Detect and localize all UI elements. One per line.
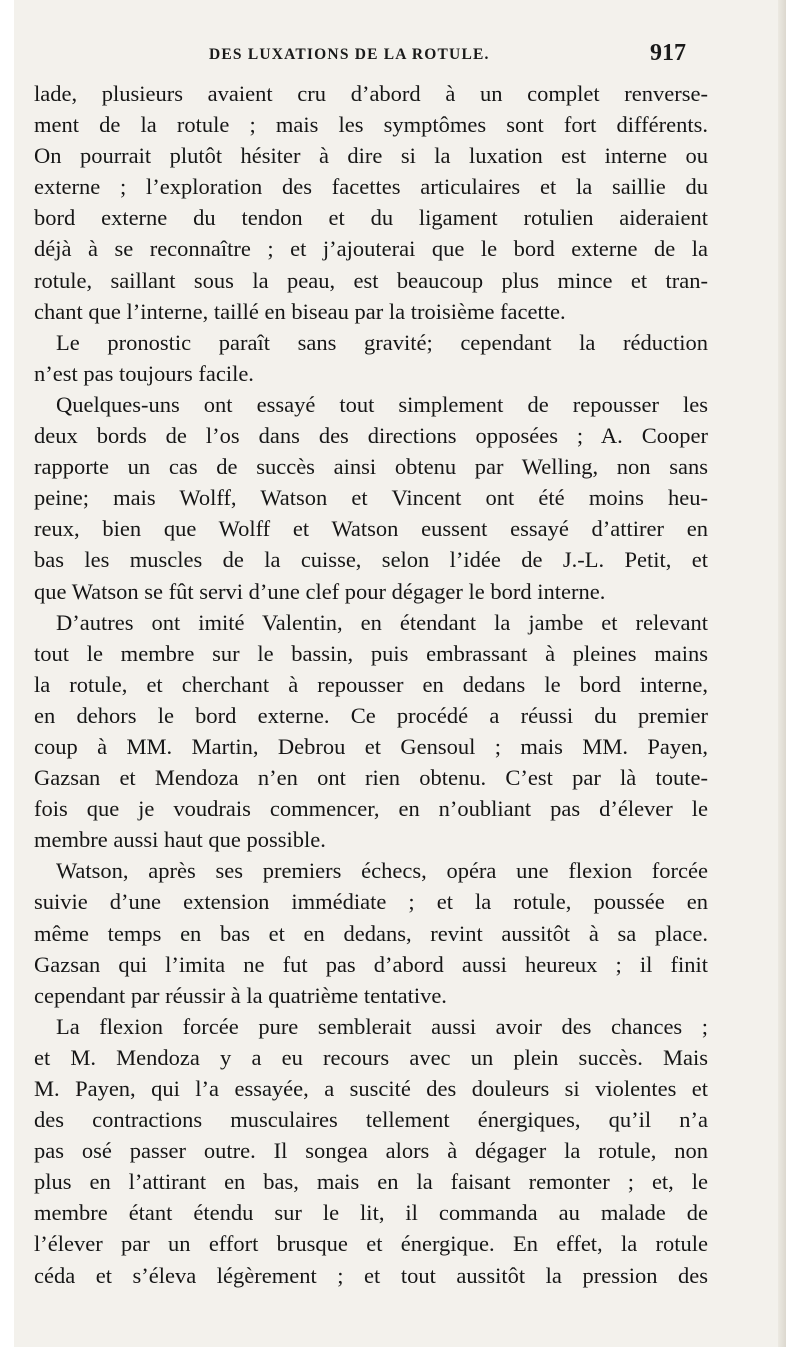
text-line: suivie d’une extension immédiate ; et la rotule, poussée en (34, 889, 708, 915)
text-line: en dehors le bord externe. Ce procédé a réussi du premier (34, 702, 708, 728)
text-line: Gazsan qui l’imita ne fut pas d’abord aussi heureux ; il finit (34, 951, 708, 977)
text-line: ment de la rotule ; mais les symptômes sont fort différents. (34, 112, 708, 138)
text-line: rapporte un cas de succès ainsi obtenu par Welling, non sans (34, 454, 708, 480)
text-line: Quelques-uns ont essayé tout simplement de repousser les (56, 391, 708, 417)
text-line: deux bords de l’os dans des directions opposées ; A. Cooper (34, 423, 708, 449)
text-line: externe ; l’exploration des facettes articulaires et la saillie du (34, 174, 708, 200)
text-line: membre étant étendu sur le lit, il commanda au malade de (34, 1200, 708, 1226)
text-line: lade, plusieurs avaient cru d’abord à un complet renverse- (34, 81, 708, 106)
text-line: bord externe du tendon et du ligament rotulien aideraient (34, 205, 708, 231)
text-line: rotule, saillant sous la peau, est beaucoup plus mince et tran- (34, 267, 708, 293)
text-line: n’est pas toujours facile. (34, 360, 254, 386)
text-line: même temps en bas et en dedans, revint aussitôt à sa place. (34, 920, 708, 946)
text-line: la rotule, et cherchant à repousser en dedans le bord interne, (34, 671, 708, 697)
text-line: et M. Mendoza y a eu recours avec un plein succès. Mais (34, 1044, 708, 1070)
text-line: coup à MM. Martin, Debrou et Gensoul ; mais MM. Payen, (34, 733, 708, 759)
text-line: On pourrait plutôt hésiter à dire si la luxation est interne ou (34, 143, 708, 169)
book-page (14, 0, 786, 1347)
text-line: fois que je voudrais commencer, en n’oubliant pas d’élever le (34, 796, 708, 822)
text-line: Gazsan et Mendoza n’en ont rien obtenu. C’est par là toute- (34, 765, 708, 791)
text-line: membre aussi haut que possible. (34, 827, 326, 853)
text-line: D’autres ont imité Valentin, en étendant la jambe et relevant (56, 609, 708, 635)
text-line: M. Payen, qui l’a essayée, a suscité des douleurs si violentes et (34, 1076, 708, 1101)
page-edge-shading (778, 0, 786, 1347)
running-title: DES LUXATIONS DE LA ROTULE. (209, 46, 490, 63)
text-line: tout le membre sur le bassin, puis embrassant à pleines mains (34, 640, 708, 666)
text-line: l’élever par un effort brusque et énergique. En effet, la rotule (34, 1231, 708, 1257)
text-line: des contractions musculaires tellement énergiques, qu’il n’a (34, 1107, 708, 1133)
body-text (34, 78, 708, 1291)
text-line: céda et s’éleva légèrement ; et tout aussitôt la pression des (34, 1262, 708, 1288)
text-line: chant que l’interne, taillé en biseau par la troisième facette. (34, 298, 566, 324)
text-line: cependant par réussir à la quatrième tentative. (34, 982, 447, 1008)
text-line: reux, bien que Wolff et Watson eussent essayé d’attirer en (34, 516, 708, 542)
text-line: que Watson se fût servi d’une clef pour dégager le bord interne. (34, 578, 606, 604)
text-line: déjà à se reconnaître ; et j’ajouterai que le bord externe de la (34, 236, 708, 262)
text-line: plus en l’attirant en bas, mais en la faisant remonter ; et, le (34, 1169, 708, 1195)
page-number: 917 (650, 40, 686, 66)
text-line: pas osé passer outre. Il songea alors à dégager la rotule, non (34, 1138, 708, 1164)
text-line: Watson, après ses premiers échecs, opéra une flexion forcée (56, 858, 708, 884)
page-header (14, 38, 786, 78)
text-line: peine; mais Wolff, Watson et Vincent ont été moins heu- (34, 485, 708, 511)
text-line: bas les muscles de la cuisse, selon l’idée de J.-L. Petit, et (34, 547, 708, 573)
text-line: La flexion forcée pure semblerait aussi avoir des chances ; (56, 1013, 708, 1039)
text-line: Le pronostic paraît sans gravité; cependant la réduction (56, 329, 708, 355)
